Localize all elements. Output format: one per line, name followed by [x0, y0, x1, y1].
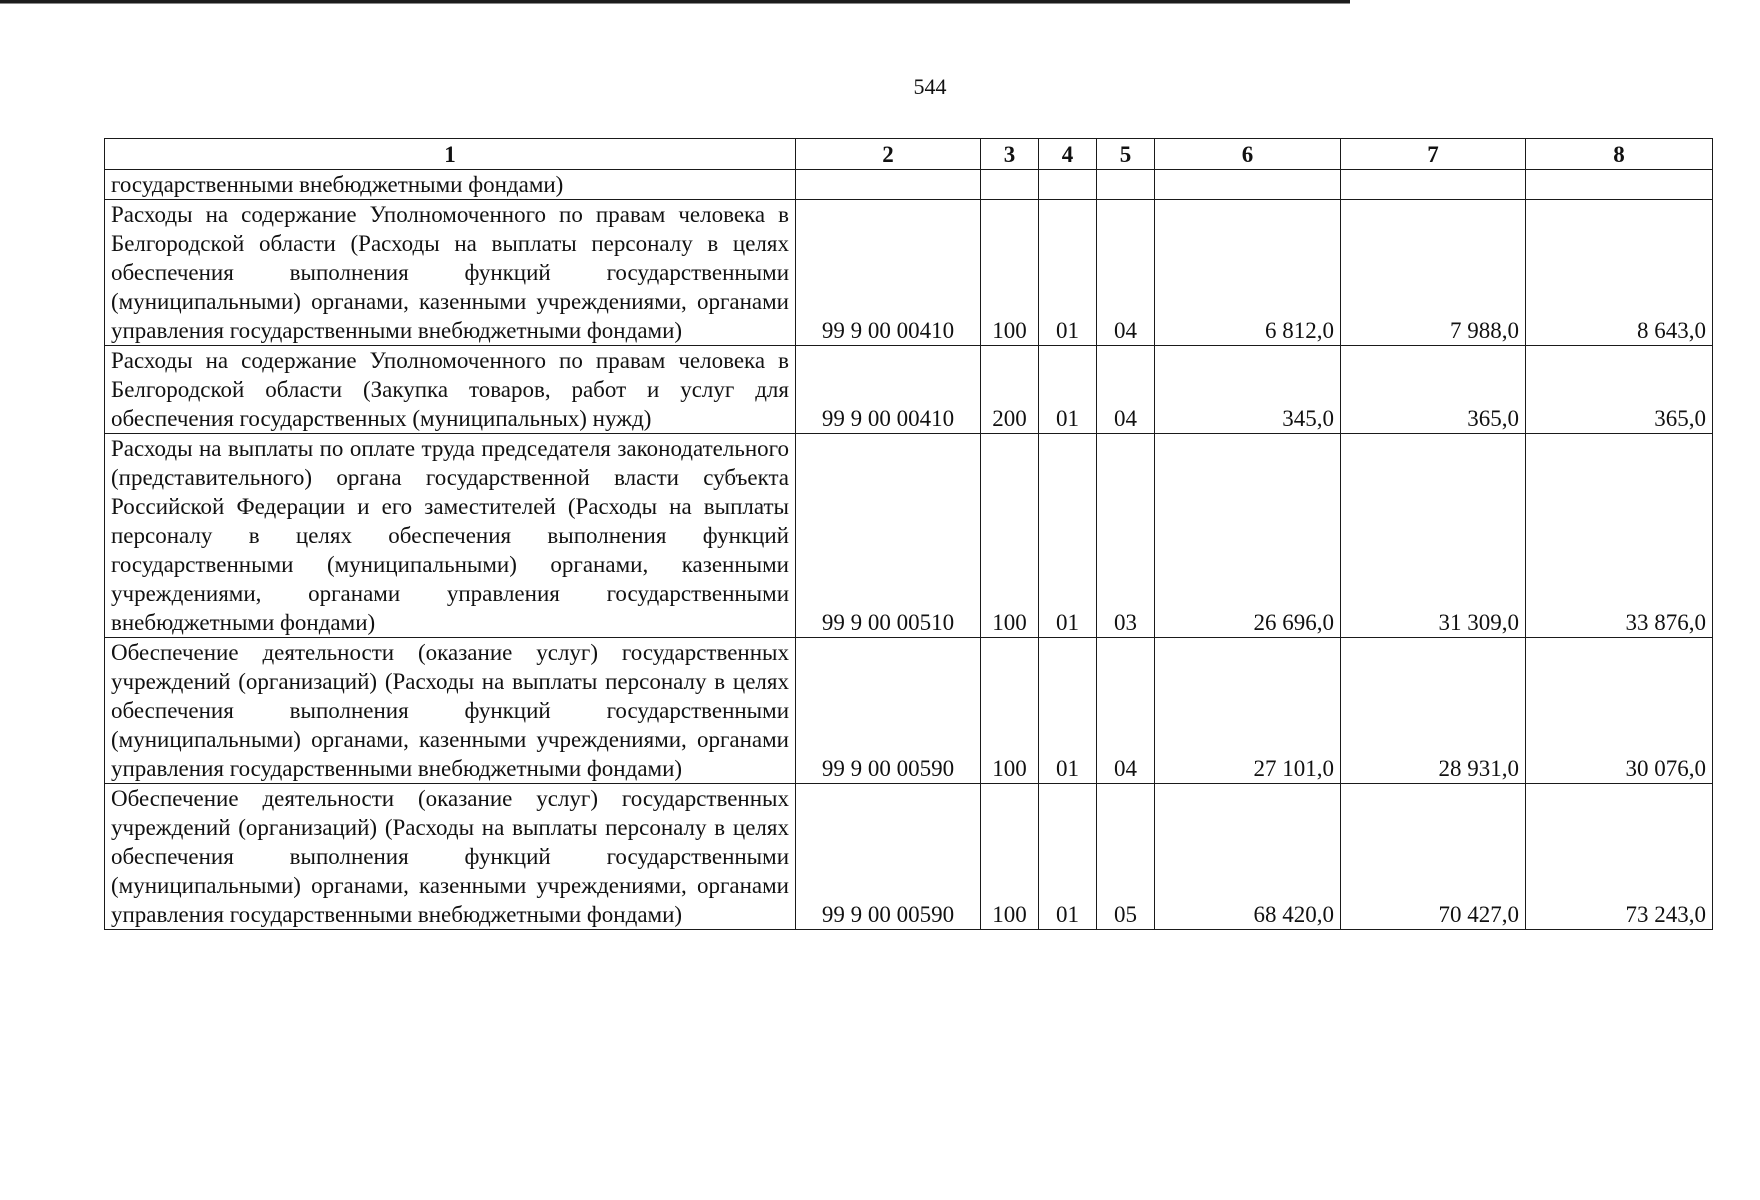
- continuation-text: государственными внебюджетными фондами): [105, 170, 796, 200]
- target-code: 99 9 00 00510: [796, 434, 981, 638]
- target-code: 99 9 00 00590: [796, 638, 981, 784]
- expense-type: 100: [981, 434, 1039, 638]
- expense-type: 100: [981, 200, 1039, 346]
- section-code: 01: [1039, 784, 1097, 930]
- amount-col7: 70 427,0: [1341, 784, 1526, 930]
- empty-cell: [1526, 170, 1713, 200]
- amount-col6: 6 812,0: [1155, 200, 1341, 346]
- amount-col7: 7 988,0: [1341, 200, 1526, 346]
- amount-col8: 73 243,0: [1526, 784, 1713, 930]
- column-header: 1: [105, 139, 796, 170]
- column-header: 5: [1097, 139, 1155, 170]
- column-header: 4: [1039, 139, 1097, 170]
- empty-cell: [1039, 170, 1097, 200]
- table-row: [105, 784, 1713, 930]
- subsection-code: 05: [1097, 784, 1155, 930]
- empty-cell: [1097, 170, 1155, 200]
- amount-col7: 365,0: [1341, 346, 1526, 434]
- expense-type: 100: [981, 784, 1039, 930]
- table-row: [105, 434, 1713, 638]
- subsection-code: 04: [1097, 346, 1155, 434]
- amount-col6: 345,0: [1155, 346, 1341, 434]
- budget-table: [104, 138, 1713, 930]
- column-header: 6: [1155, 139, 1341, 170]
- table-row: [105, 346, 1713, 434]
- subsection-code: 03: [1097, 434, 1155, 638]
- empty-cell: [1341, 170, 1526, 200]
- page-number: 544: [913, 74, 947, 99]
- row-description: Расходы на содержание Уполномоченного по правам человека в Белгородской области (Закупка товаров, работ и услуг для обеспечения государственных (муниципальных) нужд): [105, 346, 796, 434]
- subsection-code: 04: [1097, 200, 1155, 346]
- section-code: 01: [1039, 434, 1097, 638]
- row-description: Обеспечение деятельности (оказание услуг) государственных учреждений (организаций) (Расходы на выплаты персоналу в целях обеспечения выполнения функций государственными (муниципальными) органами, казенными учреждениями, органами управления государственными внебюджетными фондами): [105, 638, 796, 784]
- expense-type: 100: [981, 638, 1039, 784]
- row-description: Расходы на выплаты по оплате труда председателя законодательного (представительного) органа государственной власти субъекта Российской Федерации и его заместителей (Расходы на выплаты персоналу в целях обеспечения выполнения функций государственными (муниципальными) органами, казенными учреждениями, органами управления государственными внебюджетными фондами): [105, 434, 796, 638]
- section-code: 01: [1039, 638, 1097, 784]
- table-row: [105, 200, 1713, 346]
- row-description: Расходы на содержание Уполномоченного по правам человека в Белгородской области (Расходы на выплаты персоналу в целях обеспечения выполнения функций государственными (муниципальными) органами, казенными учреждениями, органами управления государственными внебюджетными фондами): [105, 200, 796, 346]
- amount-col6: 68 420,0: [1155, 784, 1341, 930]
- empty-cell: [796, 170, 981, 200]
- amount-col8: 365,0: [1526, 346, 1713, 434]
- table-header-row: [105, 139, 1713, 170]
- amount-col8: 33 876,0: [1526, 434, 1713, 638]
- target-code: 99 9 00 00590: [796, 784, 981, 930]
- amount-col7: 28 931,0: [1341, 638, 1526, 784]
- empty-cell: [1155, 170, 1341, 200]
- subsection-code: 04: [1097, 638, 1155, 784]
- amount-col8: 8 643,0: [1526, 200, 1713, 346]
- scan-edge-line-thin: [0, 3, 1350, 4]
- row-description: Обеспечение деятельности (оказание услуг) государственных учреждений (организаций) (Расходы на выплаты персоналу в целях обеспечения выполнения функций государственными (муниципальными) органами, казенными учреждениями, органами управления государственными внебюджетными фондами): [105, 784, 796, 930]
- column-header: 7: [1341, 139, 1526, 170]
- target-code: 99 9 00 00410: [796, 346, 981, 434]
- amount-col6: 26 696,0: [1155, 434, 1341, 638]
- table-row: [105, 638, 1713, 784]
- target-code: 99 9 00 00410: [796, 200, 981, 346]
- continuation-row: [105, 170, 1713, 200]
- expense-type: 200: [981, 346, 1039, 434]
- column-header: 3: [981, 139, 1039, 170]
- amount-col8: 30 076,0: [1526, 638, 1713, 784]
- section-code: 01: [1039, 346, 1097, 434]
- column-header: 2: [796, 139, 981, 170]
- column-header: 8: [1526, 139, 1713, 170]
- section-code: 01: [1039, 200, 1097, 346]
- amount-col7: 31 309,0: [1341, 434, 1526, 638]
- empty-cell: [981, 170, 1039, 200]
- amount-col6: 27 101,0: [1155, 638, 1341, 784]
